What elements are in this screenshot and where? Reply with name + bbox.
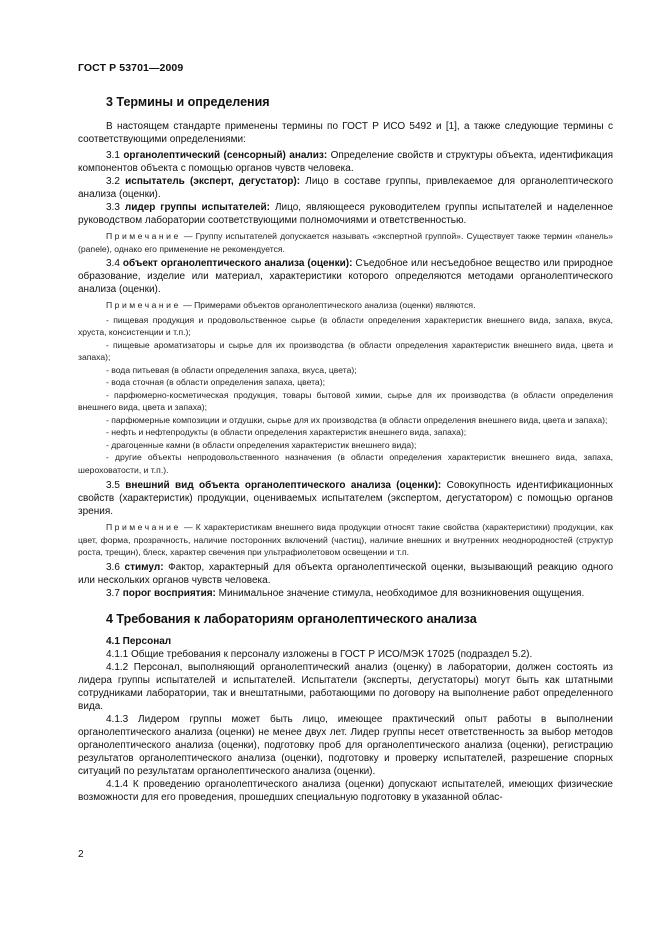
document-code-header: ГОСТ Р 53701—2009 (78, 62, 184, 74)
term-3-6: 3.6 стимул: Фактор, характерный для объекта органолептической оценки, вызывающий реакцию одного или нескольких органов чувств человека. (78, 561, 614, 586)
paragraph-4-1-3: 4.1.3 Лидером группы может быть лицо, имеющее практический опыт работы в выполнении органолептического анализа (оценки) не менее двух лет. Лидер группы несет ответственность за выбор методов органолептического анализа (оценки), подготовку проб для органолептического анализа (оценки), регистрацию результатов органолептического анализа (оценки), подготовку и проверку испытателей, разрешение спорных ситуаций по результатам органолептического анализа (оценки). (78, 713, 613, 777)
section-3-heading: 3 Термины и определения (106, 95, 270, 109)
paragraph-4-1-1: 4.1.1 Общие требования к персоналу изложены в ГОСТ Р ИСО/МЭК 17025 (подраздел 5.2). (106, 648, 533, 660)
note-3-3: Примечание — Группу испытателей допускается называть «экспертной группой». Существует также термин «панель» (panele), однако его применение не рекомендуется. (78, 231, 613, 254)
term-3-1: 3.1 органолептический (сенсорный) анализ: Определение свойств и структуры объекта, идентификация компонентов объекта с помощью органов чувств человека. (78, 150, 613, 174)
list-item: - парфюмерно-косметическая продукция, товары бытовой химии, сырье для их производства (в области определения внешнего вида, цвета и запаха); (78, 389, 613, 412)
document-page (78, 62, 613, 804)
term-3-4: 3.4 объект органолептического анализа (оценки): Съедобное или несъедобное вещество или природное образование, изделие или материал, характеристики которого определяются методами органолептического анализа (оценки). (78, 258, 614, 295)
section-4-heading: 4 Требования к лабораториям органолептического анализа (106, 611, 477, 626)
paragraph-4-1-4: 4.1.4 К проведению органолептического анализа (оценки) допускают испытателей, имеющих физические возможности для его проведения, прошедших специальную подготовку в указанной облас- (78, 778, 613, 803)
paragraph-4-1-2: 4.1.2 Персонал, выполняющий органолептический анализ (оценку) в лаборатории, должен состоять из лидера группы испытателей и испытателей. Испытатели (эксперты, дегустаторы) могут быть как штатными сотрудниками лаборатории, так и внештатными, работающими по договору на выполнение работ определенного вида. (78, 661, 613, 712)
subsection-4-1-heading: 4.1 Персонал (106, 635, 172, 647)
list-item: - пищевая продукция и продовольственное сырье (в области определения характеристик внешнего вида, запаха, вкуса, хруста, консистенции и т.п.); (78, 314, 613, 337)
section-3-intro: В настоящем стандарте применены термины по ГОСТ Р ИСО 5492 и [1], а также следующие термины с соответствующими определениями: (78, 121, 613, 145)
term-3-3: 3.3 лидер группы испытателей: Лицо, являющееся руководителем группы испытателей и наделенное руководством лаборатории соответствующими полномочиями и ответственностью. (78, 202, 614, 226)
list-item: - вода сточная (в области определения запаха, цвета); (106, 377, 325, 387)
list-item: - другие объекты непродовольственного назначения (в области определения характеристик внешнего вида, запаха, шероховатости, и т.п.). (78, 452, 613, 475)
note-3-5: Примечание — К характеристикам внешнего вида продукции относят такие свойства (характеристики) продукции, как цвет, форма, прозрачность, наличие посторонних включений (частиц), наличие внешних и внутренних неоднородностей (структур роста, трещин), блеск, характер свечения при ультрафиолетовом освещении и т.п. (78, 522, 613, 557)
list-item: - парфюмерные композиции и отдушки, сырье для их производства (в области определения внешнего вида, цвета и запаха); (106, 414, 608, 425)
term-3-2: 3.2 испытатель (эксперт, дегустатор): Лицо в составе группы, привлекаемое для органолептического анализа (оценки). (78, 176, 614, 200)
list-item: - вода питьевая (в области определения запаха, вкуса, цвета); (106, 364, 357, 375)
list-item: - пищевые ароматизаторы и сырье для их производства (в области определения характеристик внешнего вида, цвета и запаха); (78, 339, 613, 362)
term-3-7: 3.7 порог восприятия: Минимальное значение стимула, необходимое для возникновения ощущения. (106, 587, 585, 599)
term-3-5: 3.5 внешний вид объекта органолептического анализа (оценки): Совокупность идентификационных свойств (характеристик) продукции, оцениваемых испытателем (экспертом, дегустатором) с помощью органов зрения. (78, 480, 614, 517)
list-item: - нефть и нефтепродукты (в области определения характеристик внешнего вида, запаха); (106, 427, 467, 437)
page-number: 2 (78, 849, 84, 860)
note-3-4: Примечание — Примерами объектов органолептического анализа (оценки) являются. (106, 300, 476, 310)
list-item: - драгоценные камни (в области определения характеристик внешнего вида); (106, 439, 417, 450)
